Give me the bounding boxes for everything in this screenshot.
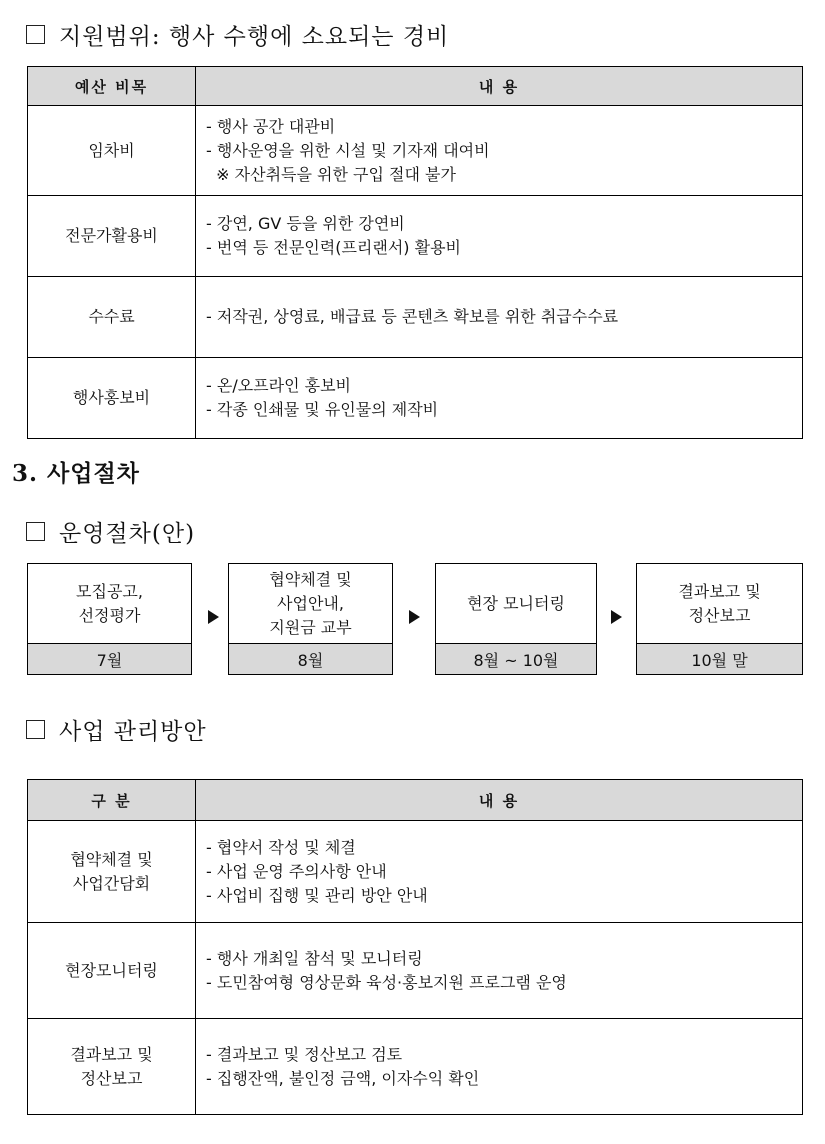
row-content — [196, 196, 803, 277]
row-content — [196, 106, 803, 196]
flow-step-time: 7월 — [28, 644, 191, 674]
checkbox-icon — [26, 25, 45, 44]
checkbox-icon — [26, 522, 45, 541]
scope-heading — [26, 18, 449, 51]
row-category: 행사홍보비 — [28, 358, 196, 439]
row-category: 수수료 — [28, 277, 196, 358]
table-row — [28, 196, 803, 277]
content-line: - 행사 개최일 참석 및 모니터링 — [206, 948, 423, 968]
flow-step — [636, 563, 803, 675]
management-table — [27, 779, 803, 1115]
content-line: - 협약서 작성 및 체결 — [206, 837, 356, 857]
content-line: - 도민참여형 영상문화 육성·홍보지원 프로그램 운영 — [206, 972, 567, 992]
content-line: - 행사 공간 대관비 — [206, 116, 336, 136]
content-line: - 번역 등 전문인력(프리랜서) 활용비 — [206, 238, 461, 257]
flow-step-time: 10월 말 — [637, 644, 802, 674]
table-row — [28, 277, 803, 358]
flow-step-label: 모집공고, 선정평가 — [28, 564, 191, 644]
table-header-row — [28, 67, 803, 106]
column-header-content: 내 용 — [196, 780, 803, 821]
content-line: - 강연, GV 등을 위한 강연비 — [206, 214, 405, 233]
content-line: - 사업비 집행 및 관리 방안 안내 — [206, 885, 428, 905]
scope-title: 지원범위: 행사 수행에 소요되는 경비 — [59, 24, 450, 50]
flow-step — [228, 563, 393, 675]
row-category: 임차비 — [28, 106, 196, 196]
arrow-right-icon — [208, 610, 219, 624]
column-header-budget-item: 예산 비목 — [28, 67, 196, 106]
row-category: 결과보고 및 정산보고 — [28, 1019, 196, 1115]
row-content — [196, 821, 803, 923]
row-category: 현장모니터링 — [28, 923, 196, 1019]
arrow-right-icon — [611, 610, 622, 624]
table-row — [28, 1019, 803, 1115]
table-row — [28, 106, 803, 196]
checkbox-icon — [26, 720, 45, 739]
row-content — [196, 358, 803, 439]
content-line: - 각종 인쇄물 및 유인물의 제작비 — [206, 400, 439, 419]
table-header-row — [28, 780, 803, 821]
content-line: - 집행잔액, 불인정 금액, 이자수익 확인 — [206, 1068, 480, 1088]
flow-step-label: 결과보고 및 정산보고 — [637, 564, 802, 644]
flow-step-label: 협약체결 및 사업안내, 지원금 교부 — [229, 564, 392, 644]
content-line: ※ 자산취득을 위한 구입 절대 불가 — [206, 164, 456, 184]
arrow-right-icon — [409, 610, 420, 624]
table-row — [28, 923, 803, 1019]
row-content — [196, 923, 803, 1019]
content-line: - 사업 운영 주의사항 안내 — [206, 861, 387, 881]
row-content — [196, 277, 803, 358]
row-category: 협약체결 및 사업간담회 — [28, 821, 196, 923]
flow-step-time: 8월 ~ 10월 — [436, 644, 596, 674]
procedure-flow — [27, 563, 803, 677]
column-header-content: 내 용 — [196, 67, 803, 106]
content-line: - 행사운영을 위한 시설 및 기자재 대여비 — [206, 140, 490, 160]
content-line: - 저작권, 상영료, 배급료 등 콘텐츠 확보를 위한 취급수수료 — [206, 307, 619, 326]
management-title: 사업 관리방안 — [59, 719, 207, 745]
flow-step — [435, 563, 597, 675]
table-row — [28, 358, 803, 439]
column-header-category: 구 분 — [28, 780, 196, 821]
operation-heading — [26, 515, 195, 548]
row-content — [196, 1019, 803, 1115]
content-line: - 결과보고 및 정산보고 검토 — [206, 1044, 403, 1064]
content-line: - 온/오프라인 홍보비 — [206, 376, 351, 395]
budget-table — [27, 66, 803, 439]
flow-step-time: 8월 — [229, 644, 392, 674]
flow-step-label: 현장 모니터링 — [436, 564, 596, 644]
table-row — [28, 821, 803, 923]
section-title-procedure: 3. 사업절차 — [12, 460, 140, 487]
operation-title: 운영절차(안) — [59, 521, 196, 547]
flow-step — [27, 563, 192, 675]
row-category: 전문가활용비 — [28, 196, 196, 277]
management-heading — [26, 713, 207, 746]
